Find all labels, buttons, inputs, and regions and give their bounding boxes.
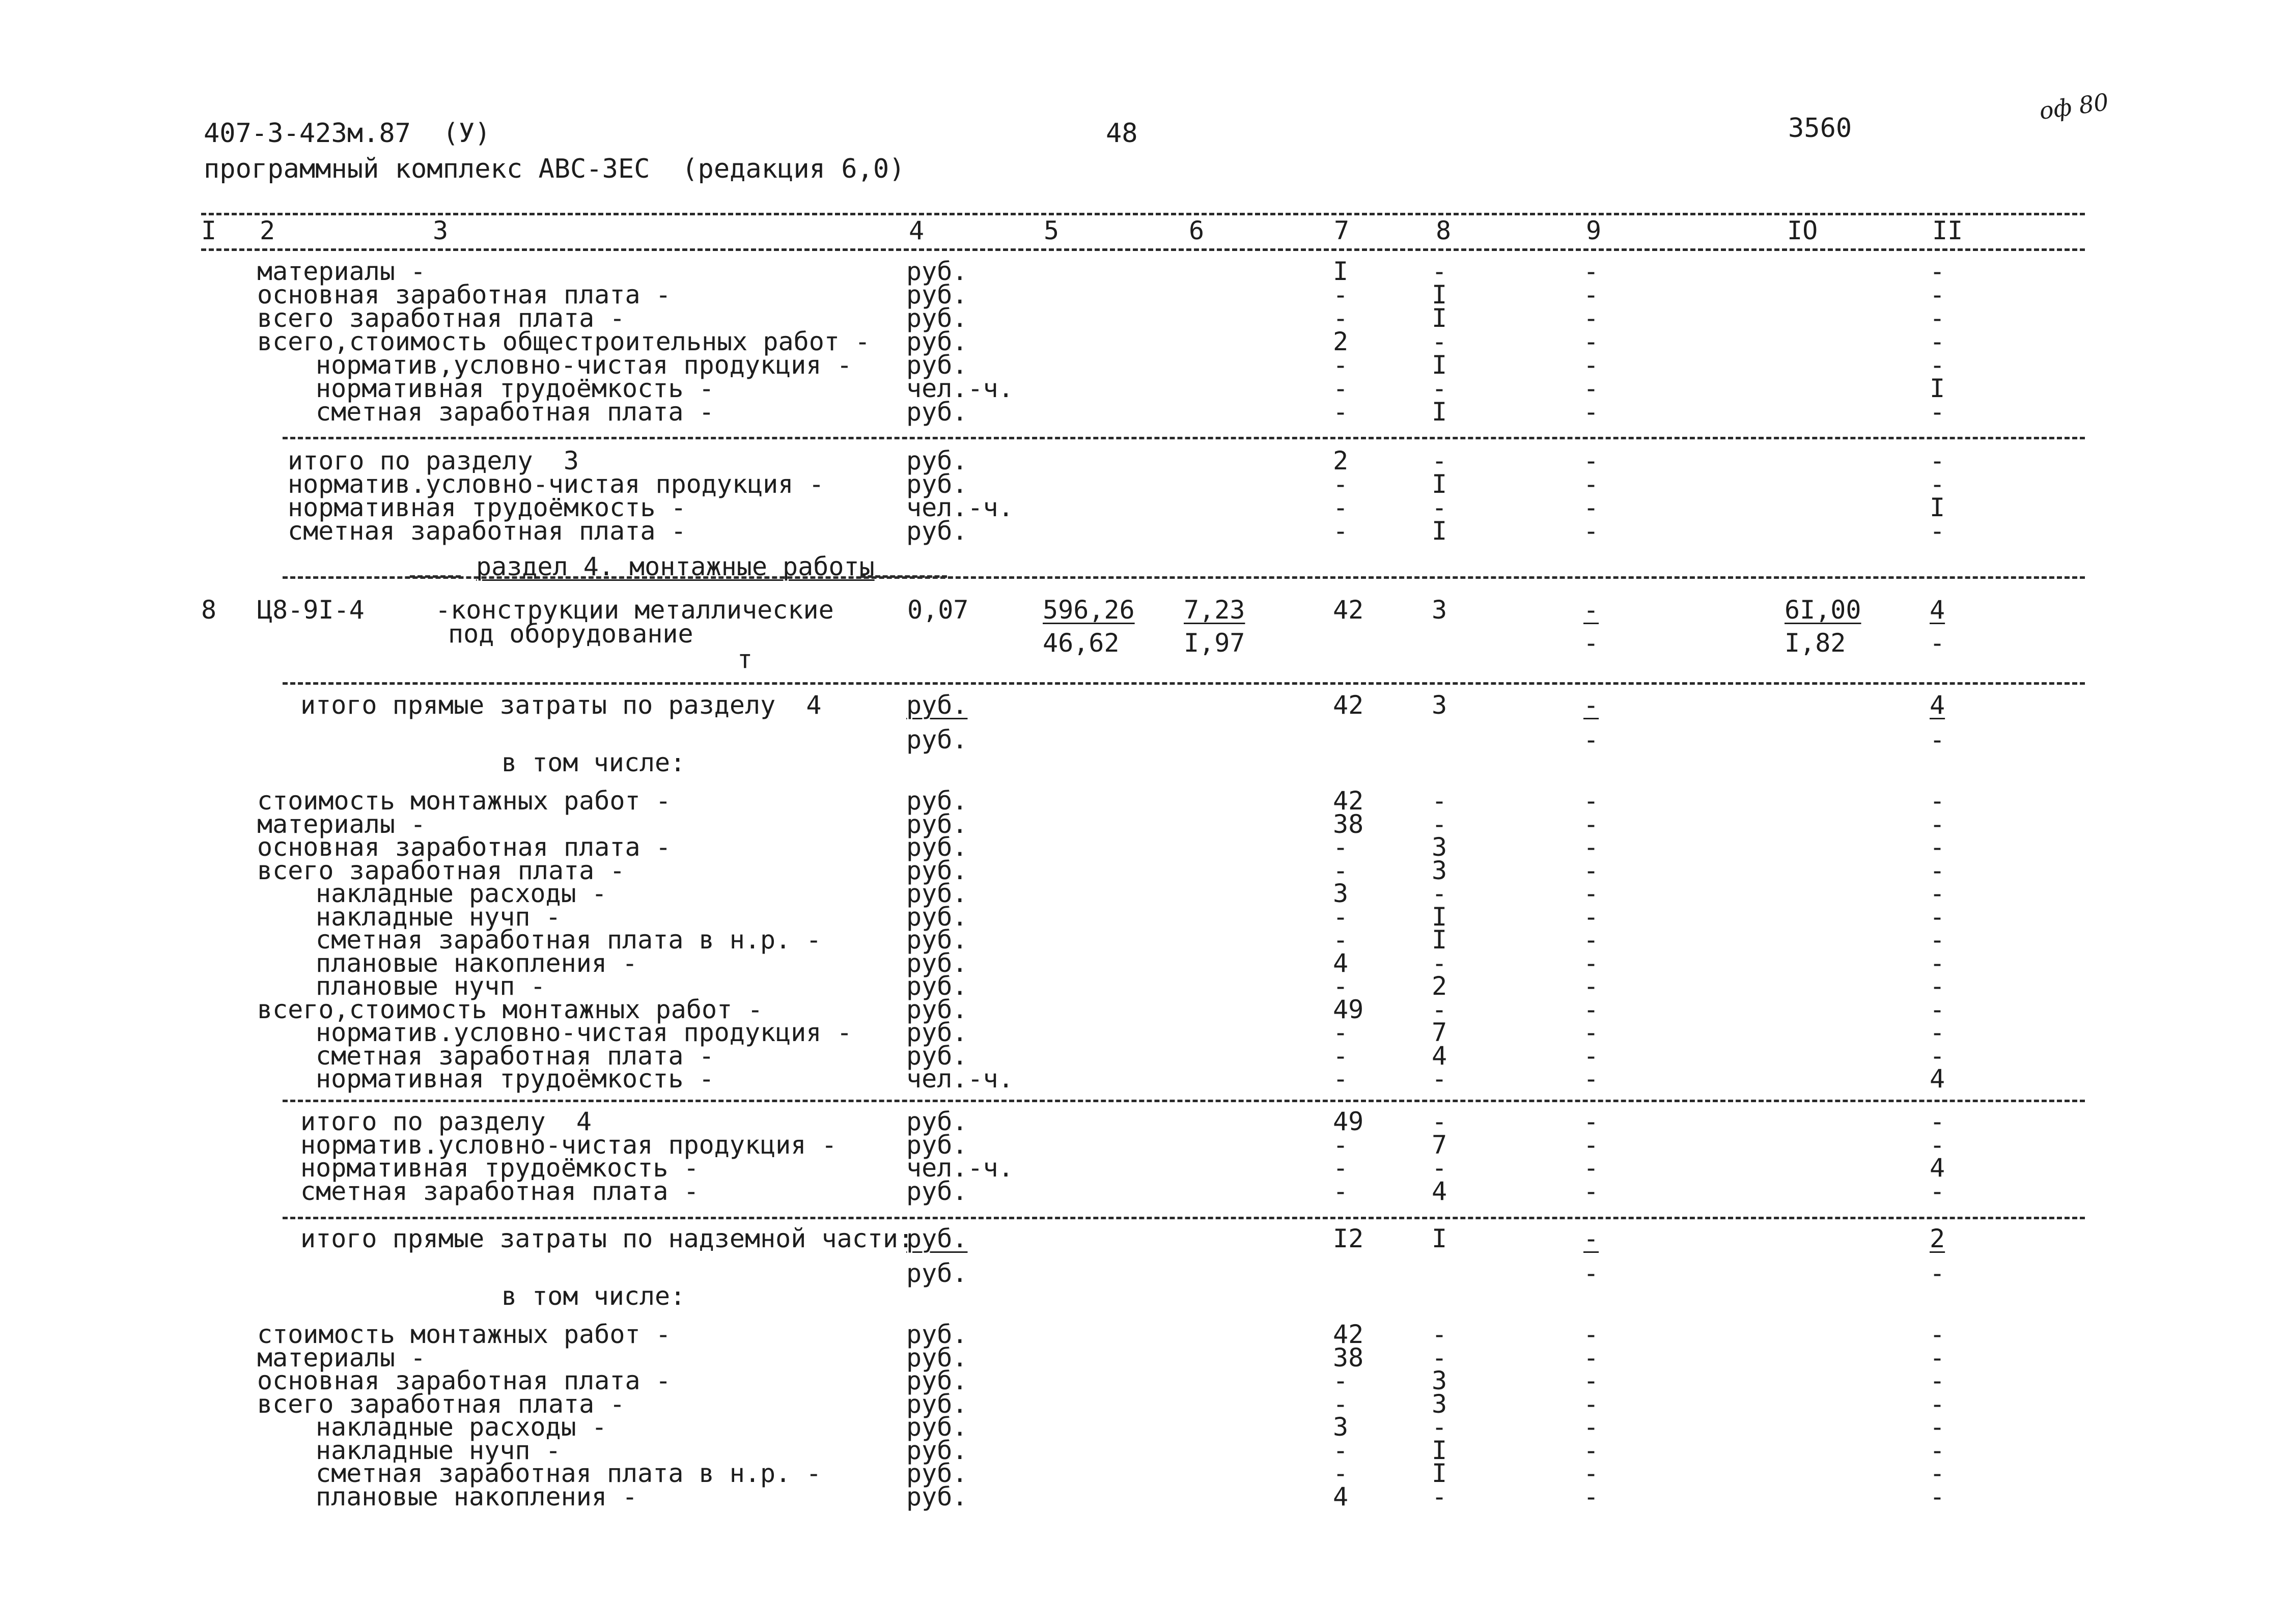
direct-total-c7: I2: [1333, 1224, 1364, 1253]
row-value-c8: -: [1432, 948, 1447, 978]
row-value-c11: -: [1930, 1459, 1945, 1488]
row-label: нормативная трудоёмкость -: [316, 374, 714, 403]
row-value-c7: -: [1333, 855, 1349, 885]
row-value-c9: -: [1583, 971, 1599, 1001]
row-label: всего заработная плата -: [257, 855, 625, 885]
row-unit: руб.: [906, 809, 968, 839]
row-value-c9: -: [1583, 516, 1599, 546]
row-label: материалы -: [257, 257, 426, 286]
row-value-c8: 3: [1432, 855, 1447, 885]
row-value-c8: I: [1432, 1459, 1447, 1488]
aboveground-rule: [283, 1217, 2085, 1219]
row-value-c8: -: [1432, 994, 1447, 1024]
row-value-c11: -: [1930, 1366, 1945, 1395]
row-value-c11: I: [1930, 374, 1945, 403]
row-value-c8: -: [1432, 1320, 1447, 1349]
row-unit: руб.: [906, 1366, 968, 1395]
row-value-c8: 7: [1432, 1130, 1447, 1160]
row-value-c11: -: [1930, 1412, 1945, 1442]
row-unit: руб.: [906, 994, 968, 1024]
row-value-c7: 49: [1333, 994, 1364, 1024]
row-value-c7: 3: [1333, 879, 1349, 908]
column-header-3: 3: [433, 216, 449, 245]
title-left-dash: [410, 575, 461, 578]
direct-total-c9: -: [1583, 1224, 1599, 1253]
row-label: нормативная трудоёмкость -: [288, 493, 686, 522]
row-value-c11: -: [1930, 994, 1945, 1024]
row-value-c8: I: [1432, 280, 1447, 310]
row-value-c7: -: [1333, 374, 1349, 403]
row-label: основная заработная плата -: [257, 280, 671, 310]
row-value-c11: -: [1930, 1481, 1945, 1511]
row-value-c9: -: [1583, 1176, 1599, 1206]
row-value-c11: -: [1930, 1018, 1945, 1047]
row-value-c9: -: [1583, 1018, 1599, 1047]
row-value-c11: -: [1930, 350, 1945, 380]
row-value-c7: 2: [1333, 446, 1349, 475]
row-value-c9: -: [1583, 1130, 1599, 1160]
direct-total-unit-2: руб.: [906, 725, 968, 754]
row-value-c11: -: [1930, 1342, 1945, 1373]
row-value-c11: 4: [1930, 1153, 1945, 1183]
row-value-c9: -: [1583, 809, 1599, 839]
row-unit: чел.-ч.: [906, 374, 1014, 403]
row-unit: руб.: [906, 1342, 968, 1373]
row-value-c7: -: [1333, 1176, 1349, 1206]
row-value-c8: 3: [1432, 1389, 1447, 1419]
row-unit: руб.: [906, 971, 968, 1001]
row-value-c8: 7: [1432, 1018, 1447, 1047]
row-value-c9: -: [1583, 902, 1599, 932]
row-value-c8: -: [1432, 809, 1447, 839]
row-value-c9: -: [1583, 1320, 1599, 1349]
section-4-title: раздел 4. монтажные работы: [476, 552, 875, 581]
row-unit: руб.: [906, 925, 968, 955]
row-unit: руб.: [906, 1320, 968, 1349]
row-value-c11: -: [1930, 1041, 1945, 1071]
row-value-c11: -: [1930, 948, 1945, 978]
row-value-c9: -: [1583, 1459, 1599, 1488]
row-label: всего заработная плата -: [257, 303, 625, 333]
row-value-c9: -: [1583, 786, 1599, 816]
column-header-7: 7: [1334, 216, 1350, 245]
direct-total-unit: руб.: [906, 1224, 968, 1253]
item-number: 8: [201, 595, 217, 625]
row-value-c11: -: [1930, 809, 1945, 839]
row-value-c8: 4: [1432, 1176, 1447, 1206]
row-value-c8: I: [1432, 1435, 1447, 1465]
row-label: итого по разделу 3: [288, 446, 579, 475]
row-unit: руб.: [906, 1389, 968, 1419]
row-value-c11: -: [1930, 516, 1945, 546]
row-value-c7: 38: [1333, 1342, 1364, 1373]
program-subtitle: программный комплекс АВС-ЗЕС (редакция 6,0): [204, 154, 905, 184]
row-value-c7: 2: [1333, 327, 1349, 356]
direct-total-unit: руб.: [906, 690, 968, 720]
row-value-c9: -: [1583, 257, 1599, 286]
row-unit: руб.: [906, 902, 968, 932]
row-value-c11: 4: [1930, 1064, 1945, 1094]
row-label: стоимость монтажных работ -: [257, 786, 671, 816]
row-label: сметная заработная плата в н.р. -: [316, 925, 822, 955]
header-bottom-rule: [201, 248, 2085, 251]
including-heading: в том числе:: [501, 748, 686, 777]
row-value-c8: -: [1432, 257, 1447, 286]
row-value-c9: -: [1583, 1342, 1599, 1373]
item-quantity: 0,07: [907, 595, 969, 625]
row-unit: руб.: [906, 1107, 968, 1136]
row-value-c9: -: [1583, 994, 1599, 1024]
row-label: сметная заработная плата -: [316, 1041, 714, 1071]
column-header-2: 2: [260, 216, 275, 245]
row-value-c11: -: [1930, 971, 1945, 1001]
column-header-6: 6: [1189, 216, 1205, 245]
column-header-8: 8: [1436, 216, 1452, 245]
row-value-c8: -: [1432, 1481, 1447, 1511]
row-value-c9: -: [1583, 374, 1599, 403]
row-value-c7: -: [1333, 397, 1349, 427]
row-value-c8: -: [1432, 446, 1447, 475]
direct-total-c11: 2: [1930, 1224, 1945, 1253]
row-label: плановые накопления -: [316, 1481, 638, 1511]
sheet-number: 3560: [1788, 113, 1852, 144]
header-top-rule: [201, 213, 2085, 215]
row-value-c9: -: [1583, 327, 1599, 356]
row-value-c8: -: [1432, 1153, 1447, 1183]
row-value-c8: 3: [1432, 1366, 1447, 1395]
handwritten-note: оф 80: [2037, 88, 2110, 125]
row-value-c8: I: [1432, 469, 1447, 499]
row-value-c7: -: [1333, 1153, 1349, 1183]
row-label: основная заработная плата -: [257, 1366, 671, 1395]
direct-total-c9: -: [1583, 690, 1599, 720]
row-value-c11: -: [1930, 1320, 1945, 1349]
row-unit: руб.: [906, 1176, 968, 1206]
direct-total-c8: 3: [1432, 690, 1447, 720]
row-unit: руб.: [906, 280, 968, 310]
section-4-rows-rule: [283, 1100, 2085, 1102]
row-value-c8: -: [1432, 879, 1447, 908]
row-unit: руб.: [906, 1435, 968, 1465]
row-value-c7: 3: [1333, 1412, 1349, 1442]
row-value-c9: -: [1583, 925, 1599, 955]
row-label: всего,стоимость общестроительных работ -: [257, 327, 871, 356]
row-label: норматив.условно-чистая продукция -: [300, 1130, 837, 1160]
item-col9-bottom: -: [1583, 628, 1599, 658]
row-value-c11: -: [1930, 902, 1945, 932]
row-value-c8: 4: [1432, 1041, 1447, 1071]
row-value-c7: -: [1333, 971, 1349, 1001]
row-unit: руб.: [906, 1018, 968, 1047]
row-unit: руб.: [906, 855, 968, 885]
row-value-c11: -: [1930, 1176, 1945, 1206]
row-value-c9: -: [1583, 1107, 1599, 1136]
row-value-c11: -: [1930, 786, 1945, 816]
row-label: материалы -: [257, 1342, 426, 1373]
row-value-c7: -: [1333, 1018, 1349, 1047]
direct-total-c11-bottom: -: [1930, 1258, 1945, 1288]
row-label: сметная заработная плата -: [316, 397, 714, 427]
direct-total-c11: 4: [1930, 690, 1945, 720]
row-value-c7: -: [1333, 303, 1349, 333]
row-unit: руб.: [906, 350, 968, 380]
direct-total-c7: 42: [1333, 690, 1364, 720]
row-value-c7: -: [1333, 469, 1349, 499]
row-unit: руб.: [906, 397, 968, 427]
row-value-c9: -: [1583, 350, 1599, 380]
row-value-c9: -: [1583, 1412, 1599, 1442]
row-value-c7: -: [1333, 925, 1349, 955]
row-value-c11: -: [1930, 855, 1945, 885]
row-value-c7: I: [1333, 257, 1349, 286]
row-label: плановые накопления -: [316, 948, 638, 978]
row-unit: руб.: [906, 1481, 968, 1511]
item-total-cost: 42: [1333, 595, 1364, 625]
row-value-c9: -: [1583, 280, 1599, 310]
row-value-c7: -: [1333, 1130, 1349, 1160]
row-value-c11: -: [1930, 327, 1945, 356]
row-unit: руб.: [906, 303, 968, 333]
row-value-c7: 42: [1333, 786, 1364, 816]
row-value-c7: 38: [1333, 809, 1364, 839]
row-value-c9: -: [1583, 1041, 1599, 1071]
direct-total-label: итого прямые затраты по разделу 4: [300, 690, 822, 720]
row-value-c9: -: [1583, 948, 1599, 978]
row-unit: руб.: [906, 446, 968, 475]
row-unit: руб.: [906, 469, 968, 499]
row-value-c8: 2: [1432, 971, 1447, 1001]
row-value-c9: -: [1583, 446, 1599, 475]
row-value-c11: -: [1930, 280, 1945, 310]
row-value-c8: -: [1432, 1107, 1447, 1136]
item-labor-norm-machines: I,82: [1785, 628, 1846, 658]
row-value-c7: -: [1333, 280, 1349, 310]
row-label: норматив.условно-чистая продукция -: [316, 1018, 852, 1047]
item-unit: т: [737, 645, 753, 674]
direct-total-c8: I: [1432, 1224, 1447, 1253]
direct-total-c11-bottom: -: [1930, 725, 1945, 754]
item-labor-norm: 6I,00: [1785, 595, 1861, 625]
row-value-c9: -: [1583, 855, 1599, 885]
row-value-c8: -: [1432, 374, 1447, 403]
row-value-c7: -: [1333, 1389, 1349, 1419]
row-label: всего заработная плата -: [257, 1389, 625, 1419]
column-header-9: 9: [1586, 216, 1602, 245]
item-code: Ц8-9I-4: [257, 595, 365, 625]
row-unit: чел.-ч.: [906, 1153, 1014, 1183]
row-label: накладные нучп -: [316, 902, 561, 932]
row-value-c9: -: [1583, 1064, 1599, 1094]
item-col9-top: -: [1583, 595, 1599, 625]
row-value-c11: -: [1930, 1389, 1945, 1419]
row-unit: руб.: [906, 786, 968, 816]
row-label: материалы -: [257, 809, 426, 839]
row-value-c8: -: [1432, 786, 1447, 816]
row-value-c8: I: [1432, 303, 1447, 333]
section-3-rule: [283, 437, 2085, 439]
column-header-5: 5: [1044, 216, 1060, 245]
row-value-c7: -: [1333, 1366, 1349, 1395]
row-value-c7: 4: [1333, 1481, 1349, 1511]
row-value-c11: -: [1930, 925, 1945, 955]
including-heading-2: в том числе:: [501, 1281, 686, 1311]
row-label: сметная заработная плата -: [288, 516, 686, 546]
row-value-c11: -: [1930, 469, 1945, 499]
row-label: сметная заработная плата в н.р. -: [316, 1459, 822, 1488]
row-unit: чел.-ч.: [906, 1064, 1014, 1094]
page-number: 48: [1106, 118, 1138, 149]
row-value-c8: I: [1432, 902, 1447, 932]
row-value-c7: -: [1333, 1435, 1349, 1465]
item-name-line2: под оборудование: [448, 619, 693, 649]
row-value-c8: I: [1432, 397, 1447, 427]
row-unit: руб.: [906, 1041, 968, 1071]
row-value-c7: -: [1333, 902, 1349, 932]
row-label: стоимость монтажных работ -: [257, 1320, 671, 1349]
row-value-c8: -: [1432, 1342, 1447, 1373]
row-value-c11: -: [1930, 397, 1945, 427]
row-value-c7: 49: [1333, 1107, 1364, 1136]
row-label: накладные нучп -: [316, 1435, 561, 1465]
row-value-c8: 3: [1432, 832, 1447, 862]
row-label: накладные расходы -: [316, 879, 607, 908]
row-value-c9: -: [1583, 1481, 1599, 1511]
row-label: норматив,условно-чистая продукция -: [316, 350, 852, 380]
row-value-c8: I: [1432, 516, 1447, 546]
row-value-c9: -: [1583, 1389, 1599, 1419]
direct-total-c9-bottom: -: [1583, 1258, 1599, 1288]
item-unit-cost-machine-wages: I,97: [1184, 628, 1245, 658]
row-label: сметная заработная плата -: [300, 1176, 699, 1206]
row-value-c7: 42: [1333, 1320, 1364, 1349]
row-value-c9: -: [1583, 1366, 1599, 1395]
item-unit-cost-total: 596,26: [1043, 595, 1135, 625]
row-value-c11: -: [1930, 1107, 1945, 1136]
row-label: нормативная трудоёмкость -: [300, 1153, 699, 1183]
item-labor-total-bottom: -: [1930, 628, 1945, 658]
row-unit: руб.: [906, 1412, 968, 1442]
row-value-c8: -: [1432, 1064, 1447, 1094]
row-value-c8: -: [1432, 493, 1447, 522]
row-label: всего,стоимость монтажных работ -: [257, 994, 763, 1024]
row-unit: чел.-ч.: [906, 493, 1014, 522]
column-header-11: II: [1932, 216, 1963, 245]
row-value-c11: -: [1930, 446, 1945, 475]
document-code: 407-3-423м.87 (У): [204, 118, 491, 149]
row-label: основная заработная плата -: [257, 832, 671, 862]
row-unit: руб.: [906, 516, 968, 546]
row-unit: руб.: [906, 327, 968, 356]
row-value-c9: -: [1583, 1153, 1599, 1183]
row-value-c8: I: [1432, 925, 1447, 955]
row-value-c8: I: [1432, 350, 1447, 380]
row-unit: руб.: [906, 1130, 968, 1160]
row-value-c11: -: [1930, 303, 1945, 333]
row-value-c9: -: [1583, 832, 1599, 862]
section-4-item-rule: [283, 682, 2085, 685]
row-value-c11: I: [1930, 493, 1945, 522]
row-value-c7: -: [1333, 493, 1349, 522]
item-name-line1: -конструкции металлические: [435, 595, 834, 625]
row-value-c8: -: [1432, 1412, 1447, 1442]
item-unit-cost-machines: 7,23: [1184, 595, 1245, 625]
direct-total-c9-bottom: -: [1583, 725, 1599, 754]
row-value-c9: -: [1583, 303, 1599, 333]
row-value-c11: -: [1930, 1130, 1945, 1160]
item-labor-total: 4: [1930, 595, 1945, 625]
row-label: плановые нучп -: [316, 971, 546, 1001]
row-value-c7: 4: [1333, 948, 1349, 978]
row-value-c11: -: [1930, 257, 1945, 286]
row-label: норматив.условно-чистая продукция -: [288, 469, 824, 499]
column-header-1: I: [201, 216, 217, 245]
row-value-c11: -: [1930, 879, 1945, 908]
row-value-c7: -: [1333, 516, 1349, 546]
row-label: нормативная трудоёмкость -: [316, 1064, 714, 1094]
row-value-c7: -: [1333, 350, 1349, 380]
column-header-10: IO: [1787, 216, 1818, 245]
row-value-c8: -: [1432, 327, 1447, 356]
row-unit: руб.: [906, 879, 968, 908]
direct-total-unit-2: руб.: [906, 1258, 968, 1288]
row-unit: руб.: [906, 1459, 968, 1488]
row-unit: руб.: [906, 948, 968, 978]
row-value-c9: -: [1583, 397, 1599, 427]
row-value-c7: -: [1333, 1041, 1349, 1071]
row-label: итого по разделу 4: [300, 1107, 592, 1136]
row-value-c7: -: [1333, 832, 1349, 862]
item-wages: 3: [1432, 595, 1447, 625]
row-value-c9: -: [1583, 879, 1599, 908]
row-value-c11: -: [1930, 1435, 1945, 1465]
row-value-c7: -: [1333, 1459, 1349, 1488]
row-unit: руб.: [906, 832, 968, 862]
row-value-c11: -: [1930, 832, 1945, 862]
direct-total-label: итого прямые затраты по надземной части:: [300, 1224, 914, 1253]
row-value-c9: -: [1583, 469, 1599, 499]
column-header-4: 4: [909, 216, 925, 245]
item-unit-cost-wages: 46,62: [1043, 628, 1120, 658]
row-value-c9: -: [1583, 493, 1599, 522]
row-value-c9: -: [1583, 1435, 1599, 1465]
row-value-c7: -: [1333, 1064, 1349, 1094]
row-label: накладные расходы -: [316, 1412, 607, 1442]
row-unit: руб.: [906, 257, 968, 286]
